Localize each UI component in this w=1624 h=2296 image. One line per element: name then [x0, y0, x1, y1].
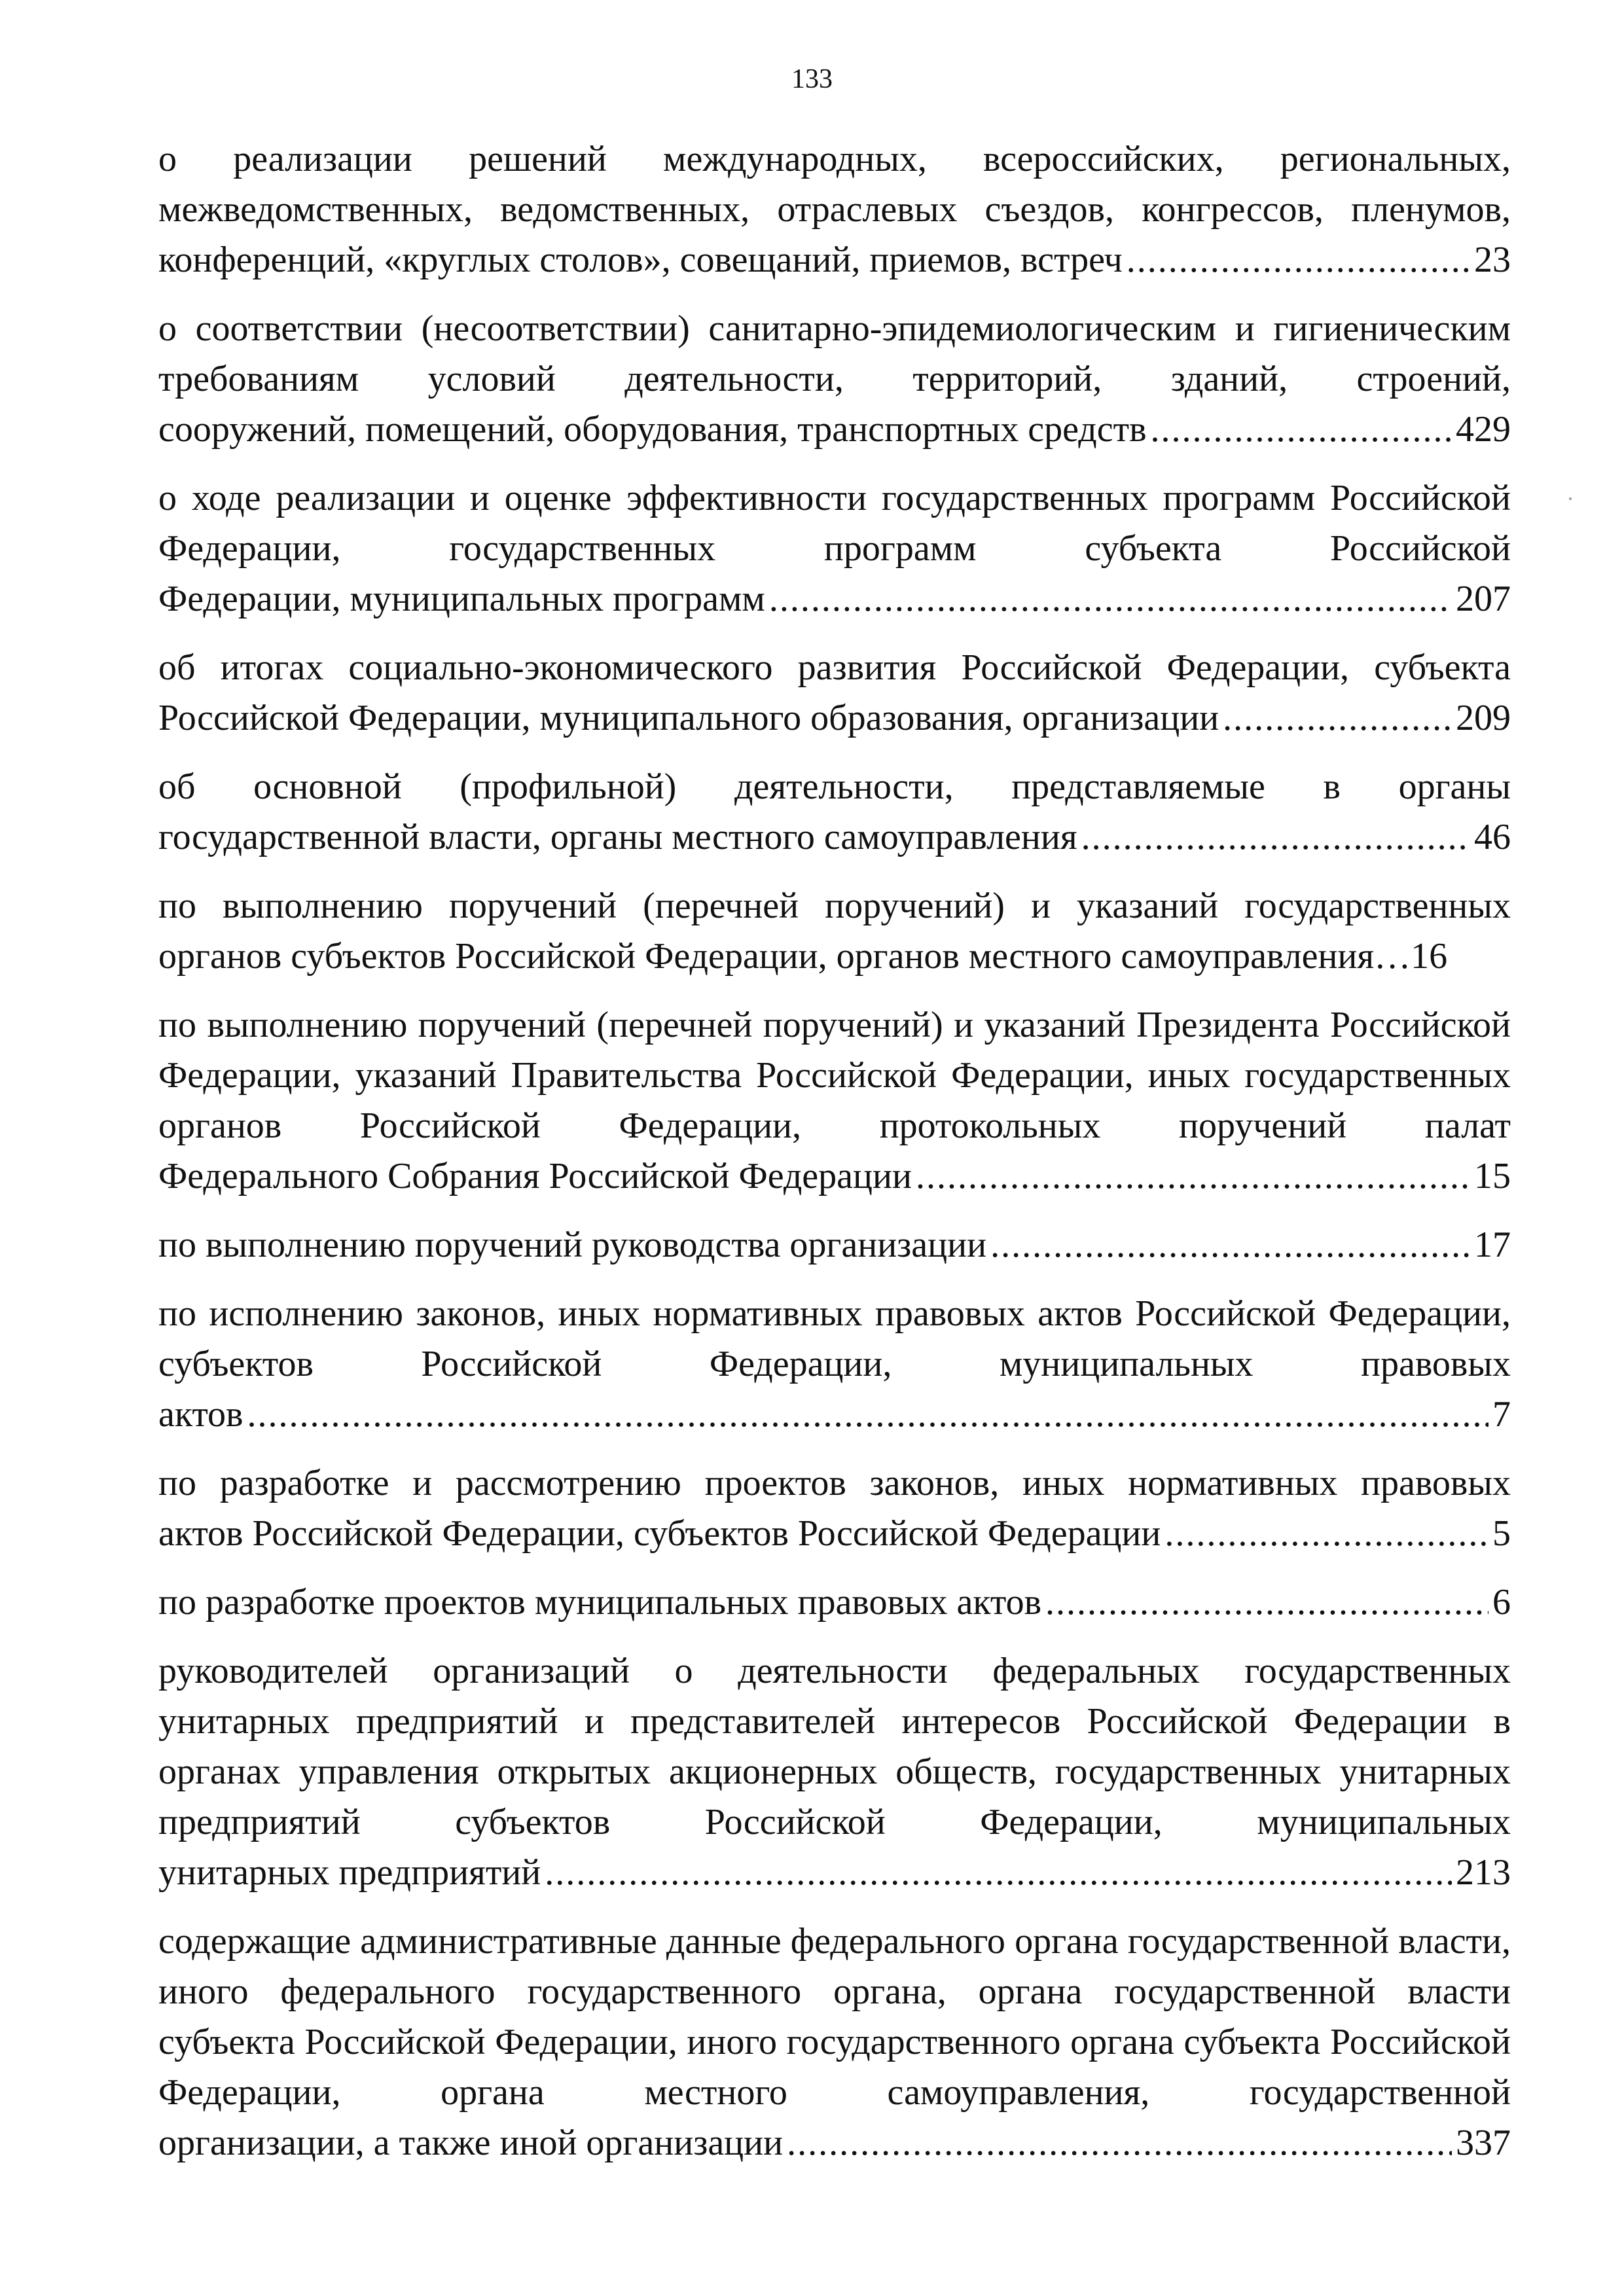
index-entry: [158, 304, 1511, 455]
dot-leader: [247, 1390, 1489, 1440]
entry-text-end: Российской Федерации, муниципального образования, организации: [158, 698, 1219, 738]
entry-text: об итогах социально-экономического развития Российской Федерации, субъекта: [158, 647, 1511, 688]
entry-page-number: 207: [1456, 579, 1511, 619]
entry-last-line: [158, 931, 1511, 982]
index-entry: [158, 1916, 1511, 2168]
dot-leader: [787, 2118, 1452, 2168]
entry-text-end: организации, а также иной организации: [158, 2123, 784, 2163]
entry-page-number: 17: [1474, 1225, 1511, 1265]
index-entry: [158, 1646, 1511, 1898]
entry-text-end: конференций, «круглых столов», совещаний, приемов, встреч: [158, 240, 1123, 280]
entry-text: по исполнению законов, иных нормативных правовых актов Российской Федерации, субъектов Российской Федерации, муниципальных правовых: [158, 1293, 1511, 1384]
entry-page-number: 337: [1456, 2123, 1511, 2163]
entry-page-number: 213: [1456, 1852, 1511, 1893]
entry-page-number: 46: [1474, 817, 1511, 857]
entry-text-end: актов: [158, 1394, 244, 1435]
entry-text-end: по выполнению поручений руководства организации: [158, 1225, 987, 1265]
entry-text: по выполнению поручений (перечней поручений) и указаний государственных: [158, 886, 1511, 926]
entry-text: содержащие административные данные федерального органа государственной власти, иного федерального государственного органа, органа государственной власти субъекта Российской Федерации, иного государственного органа субъекта Российской Федерации, органа местного самоуправления, государственной: [158, 1921, 1511, 2113]
entry-text-end: по разработке проектов муниципальных правовых актов: [158, 1582, 1042, 1623]
entry-text: о ходе реализации и оценке эффективности государственных программ Российской Федерации, государственных программ субъекта Российской: [158, 478, 1511, 569]
index-entry: [158, 473, 1511, 624]
page-number: 133: [791, 64, 833, 94]
entry-text-end: унитарных предприятий: [158, 1852, 541, 1893]
entry-text: руководителей организаций о деятельности федеральных государственных унитарных предприятий и представителей интересов Российской Федерации в органах управления открытых акционерных обществ, государственных унитарных предприятий субъектов Российской Федерации, муниципальных: [158, 1651, 1511, 1842]
entry-text: по выполнению поручений (перечней поручений) и указаний Президента Российской Федерации, указаний Правительства Российской Федерации, иных государственных органов Российской Федерации, протокольных поручений палат: [158, 1005, 1511, 1146]
dot-leader: [545, 1848, 1452, 1898]
index-entry: [158, 1000, 1511, 1202]
dot-leader: [916, 1151, 1470, 1202]
index-entry: [158, 1458, 1511, 1559]
index-entry: [158, 1577, 1511, 1628]
dot-leader: [1045, 1577, 1489, 1628]
entry-last-line: [158, 404, 1511, 455]
entry-text-end: актов Российской Федерации, субъектов Российской Федерации: [158, 1513, 1161, 1554]
entry-text-end: Федерального Собрания Российской Федерации: [158, 1156, 912, 1196]
dot-leader: [1223, 693, 1452, 744]
entry-text: о соответствии (несоответствии) санитарно-эпидемиологическим и гигиеническим требованиям условий деятельности, территорий, зданий, строений,: [158, 308, 1511, 399]
dot-leader: [769, 574, 1452, 624]
entry-page-number: 5: [1492, 1513, 1511, 1554]
entry-text-end: государственной власти, органы местного самоуправления: [158, 817, 1077, 857]
entry-page-number: 429: [1456, 409, 1511, 450]
entry-text: по разработке и рассмотрению проектов законов, иных нормативных правовых: [158, 1463, 1511, 1503]
entry-last-line: [158, 693, 1511, 744]
entry-page-number: 15: [1474, 1156, 1511, 1196]
index-entry: [158, 643, 1511, 744]
entry-last-line: [158, 1848, 1511, 1898]
index-entry: [158, 1220, 1511, 1270]
entry-page-number: 7: [1492, 1394, 1511, 1435]
index-entry: [158, 1289, 1511, 1440]
entry-page-number: 6: [1492, 1582, 1511, 1623]
dot-leader: [1081, 812, 1470, 863]
entry-page-number: 16: [1411, 936, 1448, 977]
dot-leader: [1164, 1509, 1489, 1559]
entry-text: об основной (профильной) деятельности, представляемые в органы: [158, 766, 1511, 807]
dot-leader: [990, 1220, 1470, 1270]
entry-last-line: [158, 1220, 1511, 1270]
entry-last-line: [158, 1390, 1511, 1440]
dot-leader: [1151, 404, 1452, 455]
subject-index-list: [158, 134, 1511, 2187]
entry-last-line: [158, 1509, 1511, 1559]
scan-speck: [1569, 497, 1572, 500]
index-entry: [158, 762, 1511, 863]
entry-last-line: [158, 812, 1511, 863]
entry-last-line: [158, 574, 1511, 624]
entry-last-line: [158, 1151, 1511, 1202]
entry-page-number: 209: [1456, 698, 1511, 738]
entry-text: о реализации решений международных, всероссийских, региональных, межведомственных, ведомственных, отраслевых съездов, конгрессов, пленумов,: [158, 139, 1511, 230]
entry-text-end: сооружений, помещений, оборудования, транспортных средств: [158, 409, 1147, 450]
entry-last-line: [158, 2118, 1511, 2168]
entry-last-line: [158, 1577, 1511, 1628]
index-entry: [158, 881, 1511, 982]
entry-last-line: [158, 235, 1511, 285]
entry-text-end: Федерации, муниципальных программ: [158, 579, 765, 619]
index-entry: [158, 134, 1511, 285]
dot-leader: [1127, 235, 1470, 285]
entry-text-end: органов субъектов Российской Федерации, органов местного самоуправления…: [158, 936, 1411, 977]
entry-page-number: 23: [1474, 240, 1511, 280]
